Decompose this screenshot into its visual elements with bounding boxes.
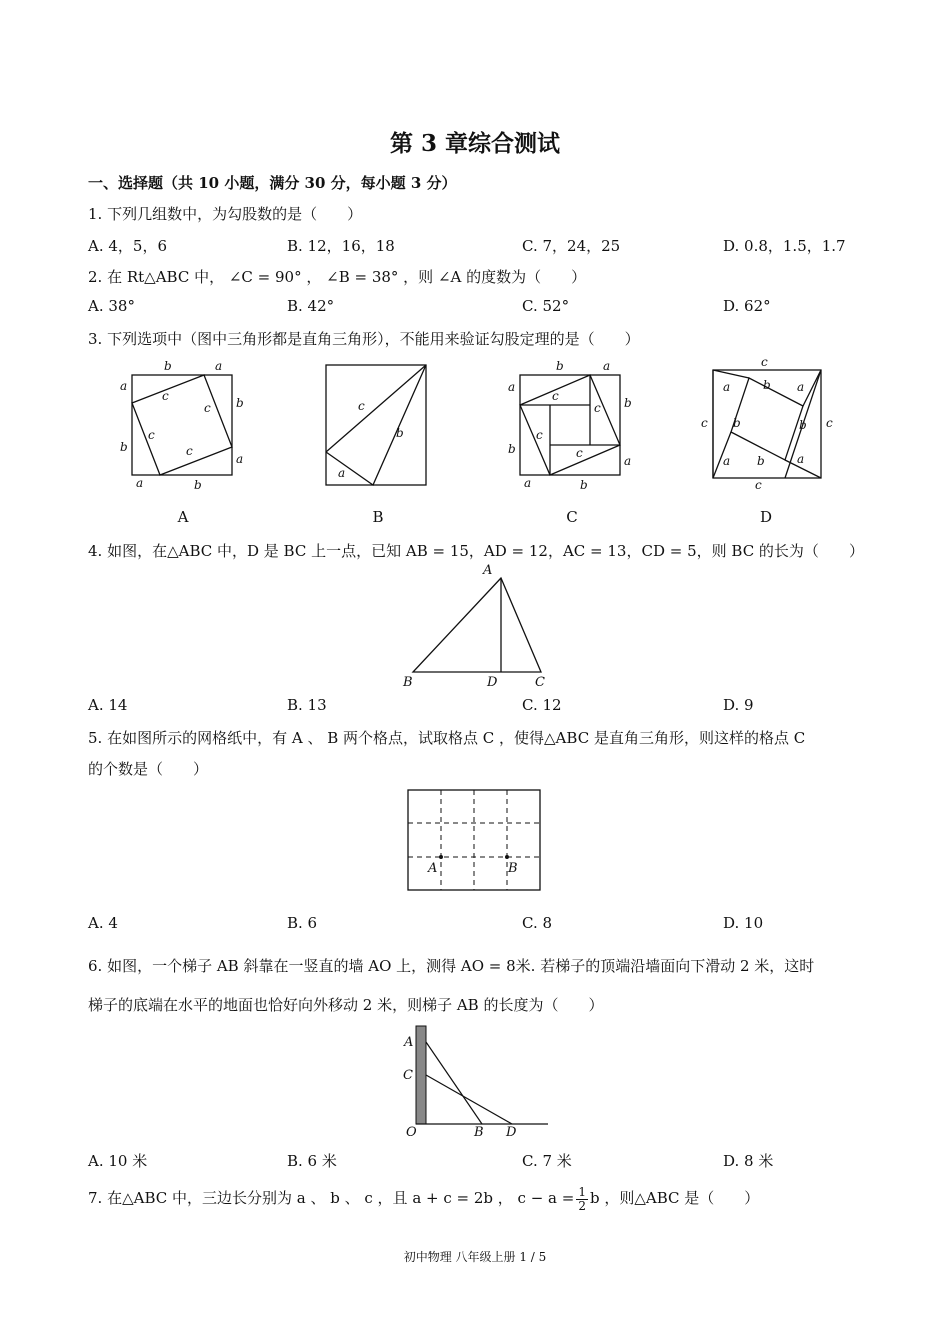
svg-text:b: b xyxy=(194,478,202,492)
question-4-stem: 4. 如图，在△ABC 中，D 是 BC 上一点，已知 AB = 15，AD = 12，AC = 13，CD = 5，则 BC 的长为（ ） xyxy=(88,542,864,560)
svg-text:a: a xyxy=(797,380,805,394)
svg-text:a: a xyxy=(797,452,805,466)
q6-option-b: B. 6 米 xyxy=(287,1152,337,1170)
svg-text:c: c xyxy=(761,355,768,369)
svg-text:c: c xyxy=(594,401,601,415)
svg-text:b: b xyxy=(799,418,807,432)
q6-option-a: A. 10 米 xyxy=(88,1152,148,1170)
q6-option-c: C. 7 米 xyxy=(522,1152,572,1170)
q4-option-a: A. 14 xyxy=(88,696,128,714)
q5-option-d: D. 10 xyxy=(723,914,764,932)
question-6-stem-line1: 6. 如图，一个梯子 AB 斜靠在一竖直的墙 AO 上，测得 AO = 8米. 若梯子的顶端沿墙面向下滑动 2 米，这时 xyxy=(88,957,815,975)
svg-text:a: a xyxy=(508,380,516,394)
svg-text:b: b xyxy=(763,378,771,392)
q1-option-d: D. 0.8，1.5，1.7 xyxy=(723,237,846,255)
q6-option-d: D. 8 米 xyxy=(723,1152,774,1170)
svg-text:b: b xyxy=(396,426,404,440)
svg-text:c: c xyxy=(552,389,559,403)
question-3-stem: 3. 下列选项中（图中三角形都是直角三角形），不能用来验证勾股定理的是（ ） xyxy=(88,330,640,348)
q3-figure-d xyxy=(693,355,843,495)
svg-text:c: c xyxy=(826,416,833,430)
svg-text:a: a xyxy=(524,476,532,490)
section-heading: 一、选择题（共 10 小题，满分 30 分，每小题 3 分） xyxy=(88,174,457,192)
q4-label-b: B xyxy=(403,675,413,690)
svg-text:b: b xyxy=(164,359,172,373)
q7-fraction xyxy=(576,1186,588,1213)
svg-text:b: b xyxy=(236,396,244,410)
svg-text:a: a xyxy=(603,359,611,373)
svg-text:a: a xyxy=(338,466,346,480)
svg-text:c: c xyxy=(536,428,543,442)
q4-label-d: D xyxy=(487,675,498,690)
svg-text:c: c xyxy=(186,444,193,458)
svg-text:a: a xyxy=(723,380,731,394)
svg-text:c: c xyxy=(162,389,169,403)
svg-text:c: c xyxy=(755,478,762,492)
q7-fraction-numerator: 1 xyxy=(578,1184,586,1199)
q7-stem-part1: 7. 在△ABC 中，三边长分别为 a 、 b 、 c ，且 a + c = 2b ， c − a = xyxy=(88,1189,575,1207)
q3-caption-c: C xyxy=(566,508,578,526)
q3-figure-b xyxy=(318,355,434,495)
q6-ladder-figure xyxy=(398,1020,554,1142)
q1-option-c: C. 7，24，25 xyxy=(522,237,621,255)
question-5-stem-line1: 5. 在如图所示的网格纸中，有 A 、 B 两个格点，试取格点 C ，使得△ABC 是直角三角形，则这样的格点 C xyxy=(88,729,806,747)
q5-label-b: B xyxy=(508,861,518,876)
q6-label-c: C xyxy=(403,1068,413,1083)
svg-text:b: b xyxy=(757,454,765,468)
question-7-stem xyxy=(88,1180,759,1216)
q4-option-b: B. 13 xyxy=(287,696,327,714)
q5-option-c: C. 8 xyxy=(522,914,553,932)
q4-option-d: D. 9 xyxy=(723,696,754,714)
q4-option-c: C. 12 xyxy=(522,696,562,714)
q1-option-b: B. 12，16，18 xyxy=(287,237,395,255)
q2-option-c: C. 52° xyxy=(522,297,570,315)
question-2-stem: 2. 在 Rt△ABC 中， ∠C = 90° ， ∠B = 38° ，则 ∠A 的度数为（ ） xyxy=(88,268,587,286)
q6-label-b: B xyxy=(474,1125,484,1140)
q4-label-a: A xyxy=(483,563,493,578)
svg-text:b: b xyxy=(120,440,128,454)
q7-fraction-denominator: 2 xyxy=(578,1198,586,1213)
q7-stem-part2: b ，则△ABC 是（ ） xyxy=(589,1189,760,1207)
q3-caption-a: A xyxy=(177,508,189,526)
q3-caption-d: D xyxy=(759,508,773,526)
svg-text:a: a xyxy=(215,359,223,373)
q4-triangle-figure xyxy=(395,560,555,690)
svg-text:c: c xyxy=(358,399,365,413)
svg-text:b: b xyxy=(733,416,741,430)
question-1-stem: 1. 下列几组数中，为勾股数的是（ ） xyxy=(88,205,363,223)
svg-text:b: b xyxy=(624,396,632,410)
q4-label-c: C xyxy=(535,675,545,690)
q5-grid-figure xyxy=(400,785,548,897)
q3-figure-a xyxy=(110,355,250,495)
q5-option-b: B. 6 xyxy=(287,914,318,932)
q1-option-a: A. 4，5，6 xyxy=(88,237,167,255)
svg-text:b: b xyxy=(556,359,564,373)
svg-text:c: c xyxy=(701,416,708,430)
svg-text:a: a xyxy=(136,476,144,490)
svg-text:a: a xyxy=(236,452,244,466)
q2-option-b: B. 42° xyxy=(287,297,335,315)
svg-text:a: a xyxy=(120,379,128,393)
q6-label-a: A xyxy=(404,1035,414,1050)
svg-text:c: c xyxy=(148,428,155,442)
q6-label-o: O xyxy=(406,1125,417,1140)
q6-label-d: D xyxy=(506,1125,517,1140)
q5-option-a: A. 4 xyxy=(88,914,118,932)
svg-text:b: b xyxy=(580,478,588,492)
question-6-stem-line2: 梯子的底端在水平的地面也恰好向外移动 2 米，则梯子 AB 的长度为（ ） xyxy=(88,996,604,1014)
svg-text:c: c xyxy=(576,446,583,460)
question-5-stem-line2: 的个数是（ ） xyxy=(88,760,209,778)
svg-text:c: c xyxy=(204,401,211,415)
svg-text:a: a xyxy=(624,454,632,468)
page-footer: 初中物理 八年级上册 1 / 5 xyxy=(403,1250,547,1264)
q3-caption-b: B xyxy=(372,508,384,526)
q2-option-a: A. 38° xyxy=(88,297,135,315)
q3-figure-c xyxy=(500,355,640,495)
q2-option-d: D. 62° xyxy=(723,297,771,315)
q5-label-a: A xyxy=(428,861,438,876)
page-title: 第 3 章综合测试 xyxy=(389,130,561,157)
svg-text:a: a xyxy=(723,454,731,468)
svg-text:b: b xyxy=(508,442,516,456)
